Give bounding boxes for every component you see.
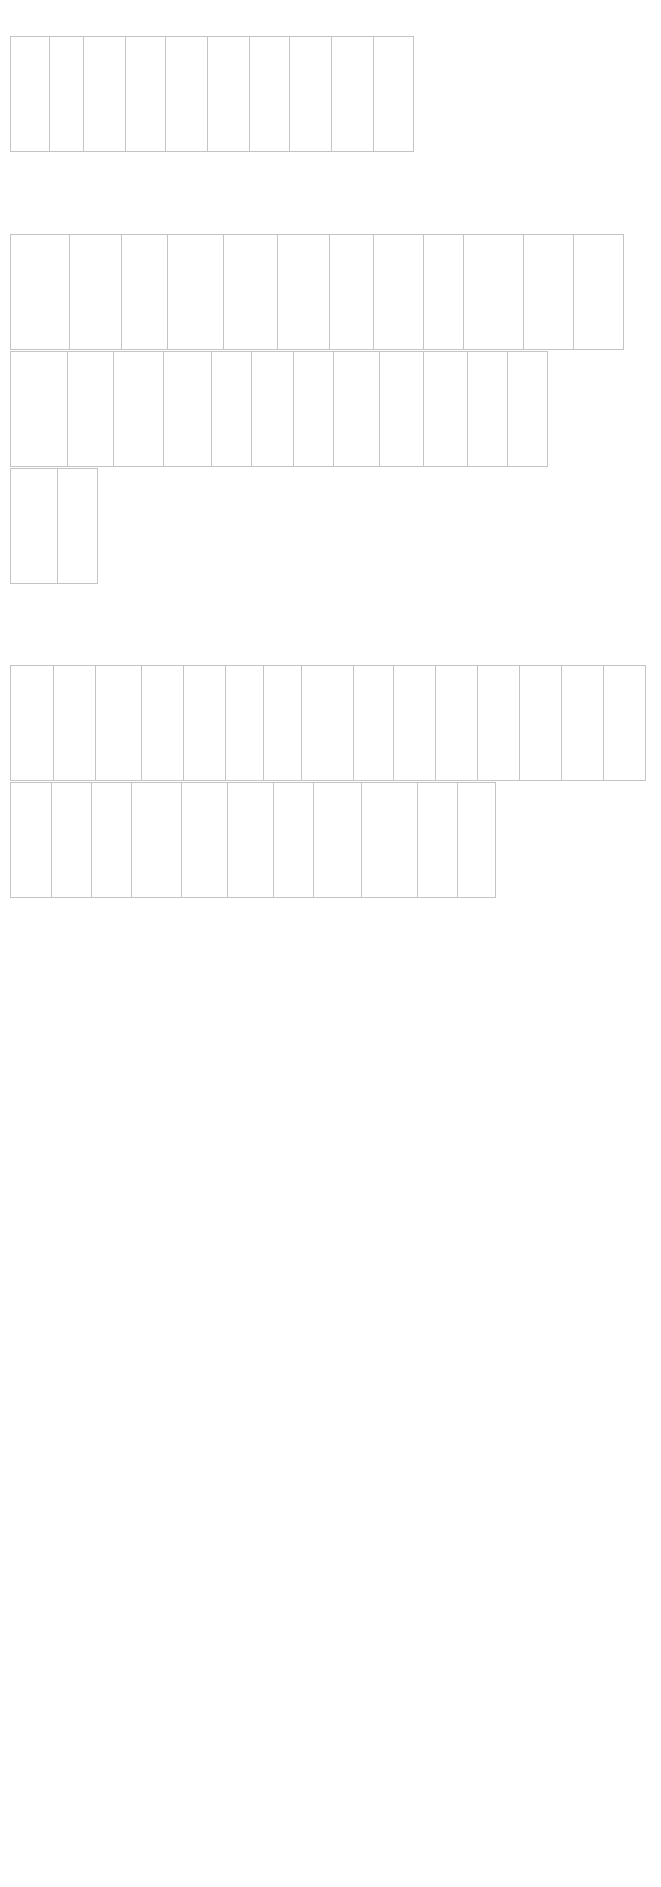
glyph-cell[interactable] xyxy=(353,665,394,781)
glyph-cell[interactable] xyxy=(91,782,132,898)
glyph-cell[interactable] xyxy=(507,351,548,467)
glyph-cell[interactable] xyxy=(49,36,84,152)
glyph-cell[interactable] xyxy=(207,36,250,152)
glyph-cell[interactable] xyxy=(561,665,604,781)
glyph-cell[interactable] xyxy=(293,351,334,467)
glyph-cell[interactable] xyxy=(417,782,458,898)
glyph-cell[interactable] xyxy=(83,36,126,152)
glyph-cell[interactable] xyxy=(467,351,508,467)
glyph-cell[interactable] xyxy=(361,782,418,898)
glyph-cell[interactable] xyxy=(379,351,424,467)
glyph-cell[interactable] xyxy=(519,665,562,781)
glyph-cell[interactable] xyxy=(333,351,380,467)
glyph-cell[interactable] xyxy=(435,665,478,781)
glyph-cell[interactable] xyxy=(273,782,314,898)
glyph-cell[interactable] xyxy=(373,36,414,152)
glyph-cell[interactable] xyxy=(463,234,524,350)
glyph-cell[interactable] xyxy=(163,351,212,467)
glyph-cell[interactable] xyxy=(331,36,374,152)
glyph-cell[interactable] xyxy=(69,234,122,350)
glyph-cell[interactable] xyxy=(603,665,646,781)
glyph-cell[interactable] xyxy=(423,351,468,467)
glyph-cell[interactable] xyxy=(67,351,114,467)
glyph-cell[interactable] xyxy=(53,665,96,781)
glyph-cell[interactable] xyxy=(523,234,574,350)
glyph-cell[interactable] xyxy=(10,351,69,467)
glyph-cell[interactable] xyxy=(10,468,59,584)
glyph-cell[interactable] xyxy=(249,36,290,152)
glyph-cell[interactable] xyxy=(573,234,624,350)
glyph-cell[interactable] xyxy=(95,665,142,781)
glyph-cell[interactable] xyxy=(121,234,168,350)
glyph-cell[interactable] xyxy=(263,665,302,781)
glyph-cell[interactable] xyxy=(477,665,520,781)
glyph-cell[interactable] xyxy=(457,782,496,898)
glyph-cell[interactable] xyxy=(165,36,208,152)
glyph-cell[interactable] xyxy=(183,665,226,781)
glyph-cell[interactable] xyxy=(423,234,464,350)
glyph-cell[interactable] xyxy=(277,234,330,350)
glyph-cell[interactable] xyxy=(57,468,98,584)
glyph-cell[interactable] xyxy=(141,665,184,781)
glyph-cell[interactable] xyxy=(10,782,53,898)
glyph-cell[interactable] xyxy=(10,36,51,152)
glyph-cell[interactable] xyxy=(223,234,278,350)
glyph-cell[interactable] xyxy=(225,665,264,781)
glyph-cell[interactable] xyxy=(10,665,55,781)
glyph-cell[interactable] xyxy=(301,665,354,781)
glyph-cell[interactable] xyxy=(211,351,252,467)
glyph-cell[interactable] xyxy=(181,782,228,898)
glyph-cell[interactable] xyxy=(167,234,224,350)
glyph-cell[interactable] xyxy=(51,782,92,898)
glyph-cell[interactable] xyxy=(251,351,294,467)
glyph-cell[interactable] xyxy=(113,351,164,467)
glyph-cell[interactable] xyxy=(131,782,182,898)
glyph-cell[interactable] xyxy=(373,234,424,350)
glyph-cell[interactable] xyxy=(125,36,166,152)
glyph-cell[interactable] xyxy=(289,36,332,152)
glyph-cell[interactable] xyxy=(10,234,71,350)
glyph-cell[interactable] xyxy=(393,665,436,781)
glyph-cell[interactable] xyxy=(313,782,362,898)
glyph-cell[interactable] xyxy=(329,234,374,350)
glyph-cell[interactable] xyxy=(227,782,274,898)
